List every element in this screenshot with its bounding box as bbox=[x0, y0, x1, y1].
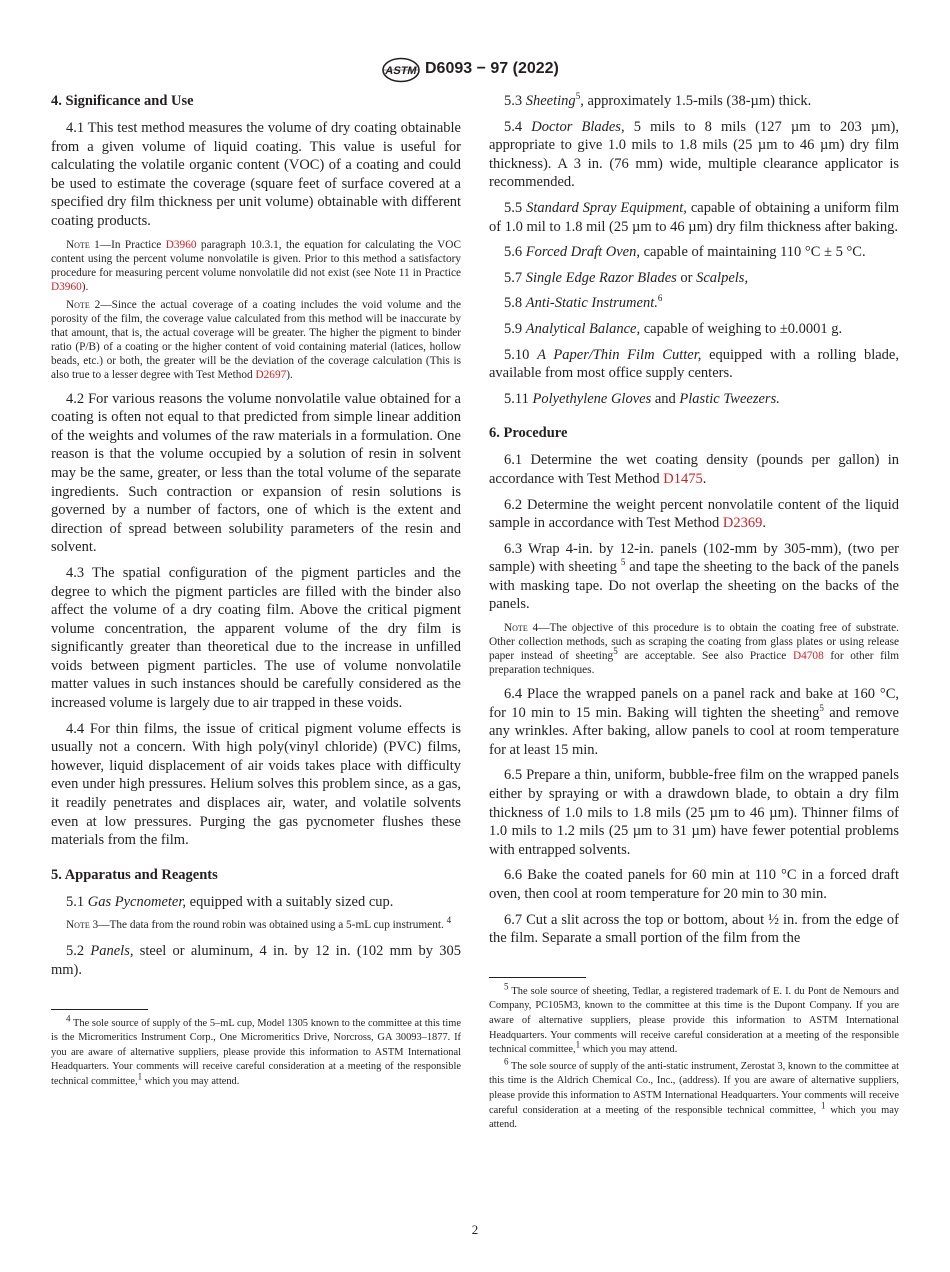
paragraph-4-1: 4.1 This test method measures the volume of dry coating obtainable from a given volume of liquid coating. This value is useful for calculating the volatile organic content (VOC) of a coating and could be used to estimate the coverage (square feet of surface covered at a specified dry film thickness per unit volume) obtainable with different coating products. bbox=[51, 120, 461, 229]
paragraph-4-3: 4.3 The spatial configuration of the pigment particles and the degree to which the pigment particles are filled with the binder also affect the volume of a dry coating film. Above the critical pigment volume concentration, the apparent volume of the dry film is significantly greater than theoretical due to the increase in unfilled voids between pigment particles. The use of volume nonvolatile matter values in such instances should be carefully considered as the increased volume is largely due to air trapped in these voids. bbox=[51, 564, 461, 712]
paragraph-5-11: 5.11 Polyethylene Gloves and Plastic Tweezers. bbox=[504, 390, 780, 407]
page-header bbox=[0, 57, 950, 83]
footnote-divider bbox=[489, 977, 586, 978]
paragraph-4-4: 4.4 For thin films, the issue of critical pigment volume effects is usually not a concern. With high poly(vinyl chloride) (PVC) films, however, liquid displacement of air voids takes place with difficulty even under high pressures. Helium solves this problem since, as a gas, it readily penetrates and displaces air, water, and volatile solvents even at low pressures. Purging the gas pycnometer flushes these materials from the film. bbox=[51, 720, 461, 849]
astm-logo-icon bbox=[381, 57, 421, 83]
paragraph-5-9: 5.9 Analytical Balance, capable of weighing to ±0.0001 g. bbox=[504, 320, 843, 337]
paragraph-5-10: 5.10 A Paper/Thin Film Cutter, equipped with a rolling blade, available from most office supply centers. bbox=[489, 346, 899, 382]
footnote-4: $^4$ The sole source of supply of the 5–mL cup, Model 1305 known to the committee at this time is the Micromeritics Instrument Corp., One Micromeritics Drive, Norcross, GA 30093–1877. If you are aware of alternative suppliers, please provide this information to ASTM International Headquarters. Your comments will receive careful consideration at a meeting of the responsible technical committee,$^1$ which you may attend. bbox=[51, 1013, 461, 1087]
paragraph-5-2: 5.2 Panels, steel or aluminum, 4 in. by 12 in. (102 mm by 305 mm). bbox=[51, 943, 461, 978]
note-2: Note 2—Since the actual coverage of a coating includes the void volume and the porosity of the film, the coverage value calculated from this method will be inaccurate by that amount, that is, the actual coverage will be greater. The higher the pigment to binder ratio (P/B) of a coating or the higher content of void containing material (latices, hollow beads, etc.) or both, the greater will be the deviation of the coverage calculation (This is also true to a lesser degree with Test Method D2697). bbox=[51, 298, 461, 381]
reference-link-d1475[interactable]: D1475 bbox=[663, 470, 703, 487]
footnote-6: $^6$ The sole source of supply of the anti-static instrument, Zerostat 3, known to the committee at this time is the Aldrich Chemical Co., Inc., (address). If you are aware of alternative suppliers, please provide this information to ASTM International Headquarters. Your comments will receive careful consideration at a meeting of the responsible technical committee, $^1$ which you may attend. bbox=[489, 1056, 899, 1131]
reference-link-d2369[interactable]: D2369 bbox=[722, 515, 763, 532]
reference-link-d3960[interactable]: D3960 bbox=[51, 280, 82, 293]
paragraph-6-1: 6.1 Determine the wet coating density (pounds per gallon) in accordance with Test Method D1475. bbox=[489, 452, 899, 487]
section-heading-6: 6. Procedure bbox=[489, 425, 568, 442]
paragraph-4-2: 4.2 For various reasons the volume nonvolatile value obtained for a coating is often not equal to that predicted from simple linear addition of the weights and volumes of the raw materials in a formulation. One reason is that the volume occupied by a solution of resin in solvent may be the same, greater, or less than the total volume of the separate ingredients. Such contraction or expansion of resin solutions is governed by a number of factors, one of which is the extent and direction of spread between solubility parameters of the resin and solvent. bbox=[51, 390, 461, 556]
reference-link-d2697[interactable]: D2697 bbox=[255, 368, 287, 381]
paragraph-5-5: 5.5 Standard Spray Equipment, capable of obtaining a uniform film of 1.0 mil to 1.8 mil (25 µm to 46 µm) dry film thickness after baking. bbox=[489, 199, 900, 235]
left-column bbox=[51, 92, 461, 1092]
svg-text:ASTM: ASTM bbox=[384, 65, 418, 77]
right-column bbox=[489, 92, 899, 1135]
note-4: Note 4—The objective of this procedure is to obtain the coating free of substrate. Other collection methods, such as scraping the coating from glass plates or using release paper instead of sheeting$^5$ are acceptable. See also Practice D4708 for other film preparation techniques. bbox=[489, 622, 899, 677]
footnote-5: $^5$ The sole source of sheeting, Tedlar, a registered trademark of E. I. du Pont de Nemours and Company, PC105M3, known to the committee at this time is the Dupont Company. If you are aware of alternative suppliers, please provide this information to ASTM International Headquarters. Your comments will receive careful consideration at a meeting of the responsible technical committee,$^1$ which you may attend. bbox=[489, 981, 899, 1056]
paragraph-6-4: 6.4 Place the wrapped panels on a panel rack and bake at 160 °C, for 10 min to 15 min. Baking will tighten the sheeting$^5$ and remove any wrinkles. After baking, allow panels to cool at room temperature for at least 15 min. bbox=[489, 686, 899, 758]
footnote-divider bbox=[51, 1009, 148, 1010]
paragraph-6-3: 6.3 Wrap 4-in. by 12-in. panels (102-mm by 305-mm), (two per sample) with sheeting $^5$ and tape the sheeting to the back of the panels with masking tape. Do not overlap the sheeting on the backs of the panels. bbox=[489, 540, 899, 613]
paragraph-6-2: 6.2 Determine the weight percent nonvolatile content of the liquid sample in accordance with Test Method D2369. bbox=[489, 496, 899, 532]
paragraph-5-3: 5.3 Sheeting$^5$, approximately 1.5-mils (38-µm) thick. bbox=[504, 91, 812, 109]
paragraph-5-6: 5.6 Forced Draft Oven, capable of maintaining 110 °C ± 5 °C. bbox=[504, 244, 866, 261]
standard-designation: D6093 − 97 (2022) bbox=[425, 60, 559, 77]
note-3: Note 3—The data from the round robin was obtained using a 5-mL cup instrument. $^4$ bbox=[66, 915, 452, 932]
paragraph-5-7: 5.7 Single Edge Razor Blades or Scalpels, bbox=[504, 269, 749, 286]
paragraph-5-1: 5.1 Gas Pycnometer, equipped with a suitably sized cup. bbox=[66, 893, 394, 910]
paragraph-6-7: 6.7 Cut a slit across the top or bottom, about ½ in. from the edge of the film. Separate a small portion of the film from the bbox=[489, 911, 899, 947]
paragraph-5-4: 5.4 Doctor Blades, 5 mils to 8 mils (127 µm to 203 µm), appropriate to give 1.0 mils to 1.8 mils (25 µm to 46 µm) dry film thickness). A 3 in. (76 mm) wide, multiple clearance applicator is recommended. bbox=[489, 118, 900, 191]
section-heading-5: 5. Apparatus and Reagents bbox=[51, 866, 218, 883]
paragraph-5-8: 5.8 Anti-Static Instrument.$^6$ bbox=[504, 293, 663, 312]
section-heading-4: 4. Significance and Use bbox=[51, 93, 194, 109]
note-1: Note 1—In Practice D3960 paragraph 10.3.1, the equation for calculating the VOC content using the percent volume nonvolatile is given. Prior to this method a satisfactory procedure for measuring percent volume nonvolatile did not exist (see Note 11 in Practice D3960). bbox=[51, 238, 462, 293]
reference-link-d4708[interactable]: D4708 bbox=[792, 650, 824, 663]
page-number: 2 bbox=[471, 1222, 479, 1237]
paragraph-6-5: 6.5 Prepare a thin, uniform, bubble-free film on the wrapped panels either by spraying or with a drawdown blade, to obtain a dry film thickness of 1.0 mils to 1.8 mils (25 µm to 46 µm). Thinner films of 1.0 mils to 1.2 mils (25 µm to 31 µm) have fewer potential problems with entrapped solvents. bbox=[489, 767, 899, 858]
reference-link-d3960[interactable]: D3960 bbox=[165, 238, 197, 251]
paragraph-6-6: 6.6 Bake the coated panels for 60 min at 110 °C in a forced draft oven, then cool at room temperature for 20 min to 30 min. bbox=[489, 867, 899, 902]
